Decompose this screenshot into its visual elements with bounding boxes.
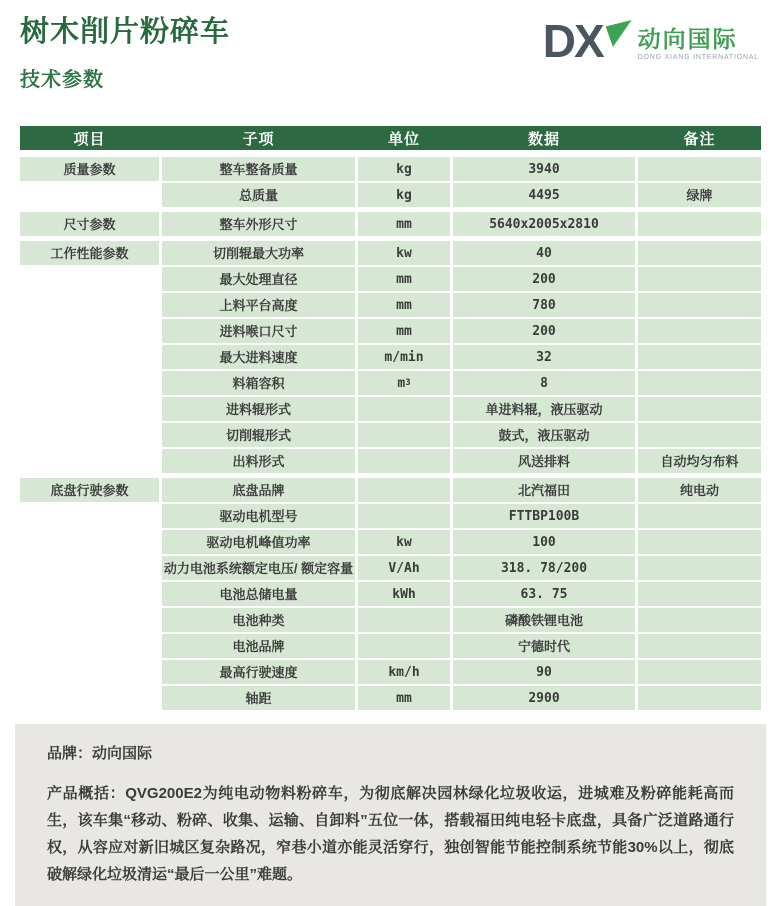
unit-cell: [358, 397, 450, 421]
note-cell: 纯电动: [638, 478, 761, 502]
note-cell: [638, 634, 761, 658]
note-cell: [638, 686, 761, 710]
data-cell: FTTBP100B: [453, 504, 635, 528]
sub-item-cell: 最大进料速度: [162, 345, 355, 369]
sub-item-cell: 驱动电机型号: [162, 504, 355, 528]
col-header-item: 项目: [73, 130, 106, 148]
section-title-tech-params: 技术参数: [20, 69, 104, 91]
sub-item-cell: 电池种类: [162, 608, 355, 632]
unit-cell: mm: [358, 686, 450, 710]
table-group: [20, 212, 761, 236]
note-cell: [638, 267, 761, 291]
unit-cell: mm: [358, 293, 450, 317]
note-cell: [638, 212, 761, 236]
unit-cell: [358, 504, 450, 528]
note-cell: [638, 293, 761, 317]
sub-item-cell: 整车整备质量: [162, 157, 355, 181]
data-cell: 单进料辊，液压驱动: [453, 397, 635, 421]
note-cell: [638, 423, 761, 447]
sub-item-cell: 轴距: [162, 686, 355, 710]
data-cell: 100: [453, 530, 635, 554]
data-cell: 63. 75: [453, 582, 635, 606]
logo-green-flag-icon: [606, 20, 632, 47]
note-cell: 自动均匀布料: [638, 449, 761, 473]
item-cell: 质量参数: [20, 157, 159, 181]
sub-item-cell: 进料辊形式: [162, 397, 355, 421]
data-cell: 宁德时代: [453, 634, 635, 658]
summary-box: [15, 724, 766, 906]
item-cell: 工作性能参数: [20, 241, 159, 265]
table-group: [20, 157, 761, 207]
note-cell: [638, 582, 761, 606]
logo-name-chinese: 动向国际: [637, 26, 738, 52]
data-cell: 5640x2005x2810: [453, 212, 635, 236]
note-cell: 绿牌: [638, 183, 761, 207]
data-cell: 200: [453, 267, 635, 291]
unit-cell: [358, 478, 450, 502]
sub-item-cell: 切削辊最大功率: [162, 241, 355, 265]
page-title: 树木削片粉碎车: [20, 16, 231, 48]
sub-item-cell: 料箱容积: [162, 371, 355, 395]
data-cell: 32: [453, 345, 635, 369]
unit-cell: [358, 634, 450, 658]
unit-cell: mm: [358, 267, 450, 291]
item-cell: 底盘行驶参数: [20, 478, 159, 502]
sub-item-cell: 切削辊形式: [162, 423, 355, 447]
data-cell: 磷酸铁锂电池: [453, 608, 635, 632]
unit-cell: kg: [358, 157, 450, 181]
sub-item-cell: 最大处理直径: [162, 267, 355, 291]
document-header: [0, 14, 781, 110]
sub-item-cell: 整车外形尺寸: [162, 212, 355, 236]
sub-item-cell: 总质量: [162, 183, 355, 207]
unit-cell: V/Ah: [358, 556, 450, 580]
logo-dx-letters: DX: [542, 15, 603, 67]
sub-item-cell: 出料形式: [162, 449, 355, 473]
product-description: 产品概括：QVG200E2为纯电动物料粉碎车，为彻底解决园林绿化垃圾收运，进城难及粉碎能耗高而生，该车集“移动、粉碎、收集、运输、自卸料”五位一体，搭载福田纯电轻卡底盘，具备广泛道路通行权，从容应对新旧城区复杂路况，窄巷小道亦能灵活穿行，独创智能节能控制系统节能30%以上，彻底破解绿化垃圾清运“最后一公里”难题。: [47, 785, 734, 883]
data-cell: 90: [453, 660, 635, 684]
note-cell: [638, 530, 761, 554]
data-cell: 200: [453, 319, 635, 343]
data-cell: 2900: [453, 686, 635, 710]
unit-cell: mm: [358, 319, 450, 343]
note-cell: [638, 345, 761, 369]
unit-cell: [358, 608, 450, 632]
sub-item-cell: 电池总储电量: [162, 582, 355, 606]
sub-item-cell: 电池品牌: [162, 634, 355, 658]
data-cell: 风送排料: [453, 449, 635, 473]
col-header-data: 数据: [527, 130, 560, 148]
sub-item-cell: 进料喉口尺寸: [162, 319, 355, 343]
table-group: [20, 241, 761, 473]
logo-name-english: DONG XIANG INTERNATIONAL: [637, 54, 759, 61]
unit-cell: kg: [358, 183, 450, 207]
unit-cell: [358, 423, 450, 447]
note-cell: [638, 371, 761, 395]
sub-item-cell: 底盘品牌: [162, 478, 355, 502]
col-header-note: 备注: [683, 130, 716, 148]
note-cell: [638, 608, 761, 632]
col-header-subitem: 子项: [242, 130, 275, 148]
unit-cell: mm: [358, 212, 450, 236]
sub-item-cell: 动力电池系统额定电压/ 额定容量: [162, 556, 355, 580]
data-cell: 3940: [453, 157, 635, 181]
unit-cell: kw: [358, 530, 450, 554]
unit-cell: km/h: [358, 660, 450, 684]
note-cell: [638, 660, 761, 684]
unit-cell: kw: [358, 241, 450, 265]
sub-item-cell: 最高行驶速度: [162, 660, 355, 684]
data-cell: 北汽福田: [453, 478, 635, 502]
unit-cell: [358, 449, 450, 473]
data-cell: 鼓式，液压驱动: [453, 423, 635, 447]
table-group: [20, 478, 761, 710]
data-cell: 318. 78/200: [453, 556, 635, 580]
item-cell: 尺寸参数: [20, 212, 159, 236]
unit-cell: m 3: [358, 371, 450, 395]
note-cell: [638, 241, 761, 265]
col-header-unit: 单位: [387, 130, 420, 148]
note-cell: [638, 397, 761, 421]
table-body: [20, 157, 761, 710]
note-cell: [638, 504, 761, 528]
sub-item-cell: 上料平台高度: [162, 293, 355, 317]
note-cell: [638, 556, 761, 580]
unit-cell: kWh: [358, 582, 450, 606]
note-cell: [638, 319, 761, 343]
sub-item-cell: 驱动电机峰值功率: [162, 530, 355, 554]
unit-cell: m/min: [358, 345, 450, 369]
brand-line: 品牌：动向国际: [47, 745, 153, 762]
company-logo: [542, 15, 759, 67]
data-cell: 40: [453, 241, 635, 265]
data-cell: 780: [453, 293, 635, 317]
spec-table: [20, 126, 761, 710]
logo-wordmark: [638, 26, 759, 61]
data-cell: 8: [453, 371, 635, 395]
note-cell: [638, 157, 761, 181]
table-header-row: [20, 126, 761, 150]
data-cell: 4495: [453, 183, 635, 207]
